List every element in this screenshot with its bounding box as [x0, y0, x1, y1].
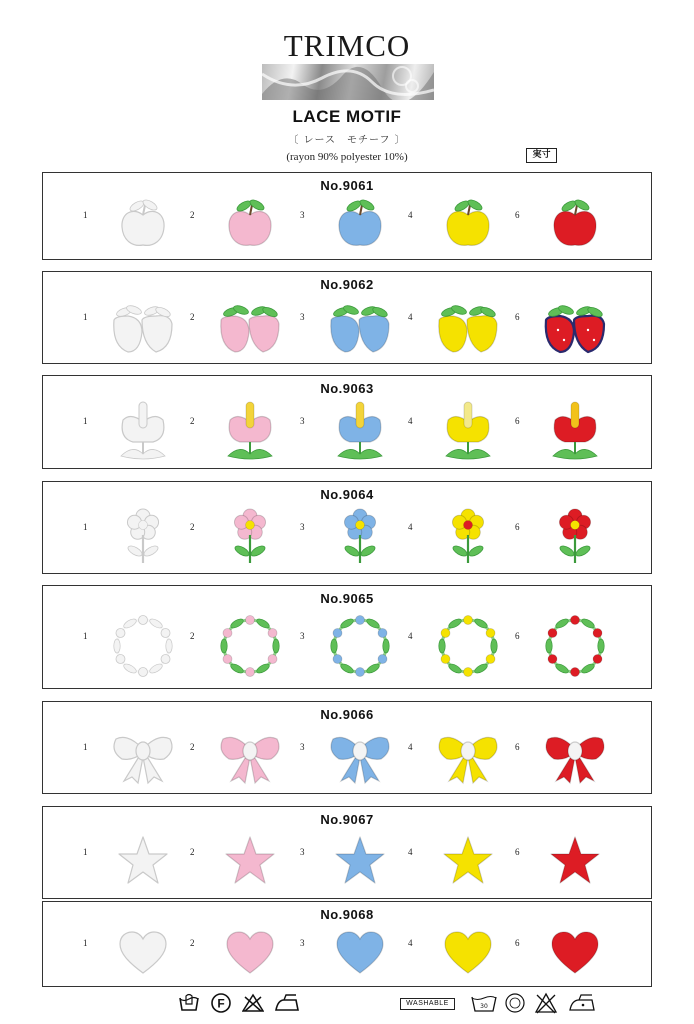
color-variant — [515, 482, 625, 573]
page-title: LACE MOTIF — [292, 107, 402, 126]
variant-number: 6 — [515, 741, 520, 752]
tulip-motif-blue — [332, 398, 388, 468]
bow-motif-yellow — [433, 729, 503, 789]
variant-number: 6 — [515, 416, 520, 426]
variant-number: 2 — [190, 938, 195, 948]
color-variant — [408, 902, 518, 986]
motif-panel — [42, 481, 652, 574]
variant-number: 1 — [83, 846, 88, 857]
bow-motif-red — [540, 729, 610, 789]
color-variant — [300, 173, 410, 259]
variant-number: 3 — [300, 741, 305, 752]
color-variant — [300, 702, 410, 793]
color-variant — [300, 376, 410, 468]
variant-number: 2 — [190, 210, 195, 220]
variant-number: 4 — [408, 210, 413, 220]
heart-motif-red — [548, 929, 602, 981]
variant-number: 1 — [83, 311, 88, 322]
color-variant — [515, 173, 625, 259]
japanese-subtitle: 〔 レース モチーフ 〕 — [288, 135, 406, 146]
product-code: No.9062 — [320, 277, 374, 292]
motif-panel — [42, 901, 652, 987]
star-motif-yellow — [440, 834, 496, 894]
strawberry-motif-white — [108, 296, 178, 362]
variant-number: 1 — [83, 521, 88, 532]
wreath-motif-white — [107, 610, 179, 686]
tulip-motif-yellow — [440, 398, 496, 468]
color-variant — [190, 702, 300, 793]
care-symbols-left — [178, 992, 302, 1014]
variant-number: 4 — [408, 631, 413, 641]
heart-motif-white — [116, 929, 170, 981]
color-variant — [408, 807, 518, 898]
variant-number: 3 — [300, 938, 305, 948]
motif-panel — [42, 701, 652, 794]
variant-number: 3 — [300, 210, 305, 220]
variant-number: 6 — [515, 846, 520, 857]
tulip-motif-white — [115, 398, 171, 468]
motif-panel — [42, 271, 652, 364]
variant-number: 4 — [408, 521, 413, 532]
color-variant — [408, 173, 518, 259]
variant-number: 1 — [83, 741, 88, 752]
washable-label: WASHABLE — [400, 998, 455, 1010]
star-motif-blue — [332, 834, 388, 894]
color-variant — [408, 586, 518, 688]
color-variant — [515, 586, 625, 688]
svg-text:30: 30 — [480, 1003, 488, 1010]
wreath-motif-red — [539, 610, 611, 686]
product-code: No.9066 — [320, 707, 374, 722]
variant-number: 1 — [83, 631, 88, 641]
hand-wash-icon — [178, 992, 200, 1014]
color-variant — [300, 482, 410, 573]
motif-panel — [42, 806, 652, 899]
variant-number: 1 — [83, 210, 88, 220]
apple-motif-yellow — [438, 195, 498, 259]
color-variant — [515, 376, 625, 468]
dry-clean-f-icon — [210, 992, 232, 1014]
tulip-motif-red — [547, 398, 603, 468]
color-variant — [83, 807, 193, 898]
star-motif-red — [547, 834, 603, 894]
material-composition: (rayon 90% polyester 10%) — [286, 151, 408, 163]
color-variant — [190, 482, 300, 573]
wreath-motif-pink — [214, 610, 286, 686]
color-variant — [83, 376, 193, 468]
variant-number: 2 — [190, 311, 195, 322]
color-variant — [300, 807, 410, 898]
color-variant — [190, 272, 300, 363]
dry-clean-icon — [504, 992, 526, 1014]
variant-number: 4 — [408, 846, 413, 857]
variant-number: 2 — [190, 416, 195, 426]
heart-motif-blue — [333, 929, 387, 981]
color-variant — [300, 586, 410, 688]
variant-number: 1 — [83, 416, 88, 426]
bow-motif-pink — [215, 729, 285, 789]
strawberry-motif-yellow — [433, 296, 503, 362]
product-code: No.9068 — [320, 907, 374, 922]
color-variant — [408, 702, 518, 793]
color-variant — [190, 902, 300, 986]
apple-motif-blue — [330, 195, 390, 259]
tulip-motif-pink — [222, 398, 278, 468]
variant-number: 6 — [515, 631, 520, 641]
variant-number: 2 — [190, 846, 195, 857]
color-variant — [83, 702, 193, 793]
color-variant — [83, 586, 193, 688]
color-variant — [408, 482, 518, 573]
color-variant — [190, 807, 300, 898]
variant-number: 3 — [300, 521, 305, 532]
color-variant — [515, 902, 625, 986]
apple-motif-red — [545, 195, 605, 259]
variant-number: 3 — [300, 311, 305, 322]
product-code: No.9065 — [320, 591, 374, 606]
color-variant — [408, 376, 518, 468]
color-variant — [515, 807, 625, 898]
star-motif-pink — [222, 834, 278, 894]
strawberry-motif-blue — [325, 296, 395, 362]
color-variant — [83, 902, 193, 986]
product-code: No.9064 — [320, 487, 374, 502]
variant-number: 6 — [515, 210, 520, 220]
color-variant — [300, 272, 410, 363]
variant-number: 4 — [408, 938, 413, 948]
motif-panel — [42, 585, 652, 689]
brand-logo: TRIMCO — [283, 28, 411, 63]
variant-number: 4 — [408, 416, 413, 426]
flower-motif-pink — [222, 505, 278, 573]
variant-number: 3 — [300, 631, 305, 641]
variant-number: 2 — [190, 741, 195, 752]
variant-number: 6 — [515, 521, 520, 532]
flower-motif-white — [115, 505, 171, 573]
product-code: No.9063 — [320, 381, 374, 396]
color-variant — [190, 586, 300, 688]
product-code: No.9067 — [320, 812, 374, 827]
color-variant — [83, 272, 193, 363]
variant-number: 6 — [515, 938, 520, 948]
svg-text:F: F — [217, 996, 225, 1011]
heart-motif-pink — [223, 929, 277, 981]
iron-low-icon — [568, 992, 596, 1014]
strawberry-motif-red — [540, 296, 610, 362]
color-variant — [515, 272, 625, 363]
flower-motif-red — [547, 505, 603, 573]
no-bleach-icon — [534, 992, 558, 1014]
star-motif-white — [115, 834, 171, 894]
flower-motif-blue — [332, 505, 388, 573]
product-code: No.9061 — [320, 178, 374, 193]
actual-size-badge: 実寸 — [526, 148, 557, 163]
color-variant — [83, 173, 193, 259]
flower-motif-yellow — [440, 505, 496, 573]
variant-number: 2 — [190, 631, 195, 641]
motif-panel — [42, 172, 652, 260]
bow-motif-blue — [325, 729, 395, 789]
color-variant — [83, 482, 193, 573]
heart-motif-yellow — [441, 929, 495, 981]
variant-number: 6 — [515, 311, 520, 322]
bow-motif-white — [108, 729, 178, 789]
color-variant — [300, 902, 410, 986]
iron-icon — [274, 992, 300, 1014]
wash-30-icon — [470, 992, 498, 1014]
variant-number: 3 — [300, 846, 305, 857]
variant-number: 4 — [408, 741, 413, 752]
strawberry-motif-pink — [215, 296, 285, 362]
variant-number: 1 — [83, 938, 88, 948]
color-variant — [408, 272, 518, 363]
motif-panel — [42, 375, 652, 469]
color-variant — [190, 376, 300, 468]
apple-motif-pink — [220, 195, 280, 259]
variant-number: 3 — [300, 416, 305, 426]
no-bleach-icon — [242, 992, 264, 1014]
variant-number: 4 — [408, 311, 413, 322]
apple-motif-white — [113, 195, 173, 259]
care-symbols-right — [400, 992, 600, 1014]
wreath-motif-yellow — [432, 610, 504, 686]
color-variant — [515, 702, 625, 793]
variant-number: 2 — [190, 521, 195, 532]
lace-photo-banner — [262, 64, 434, 100]
wreath-motif-blue — [324, 610, 396, 686]
color-variant — [190, 173, 300, 259]
